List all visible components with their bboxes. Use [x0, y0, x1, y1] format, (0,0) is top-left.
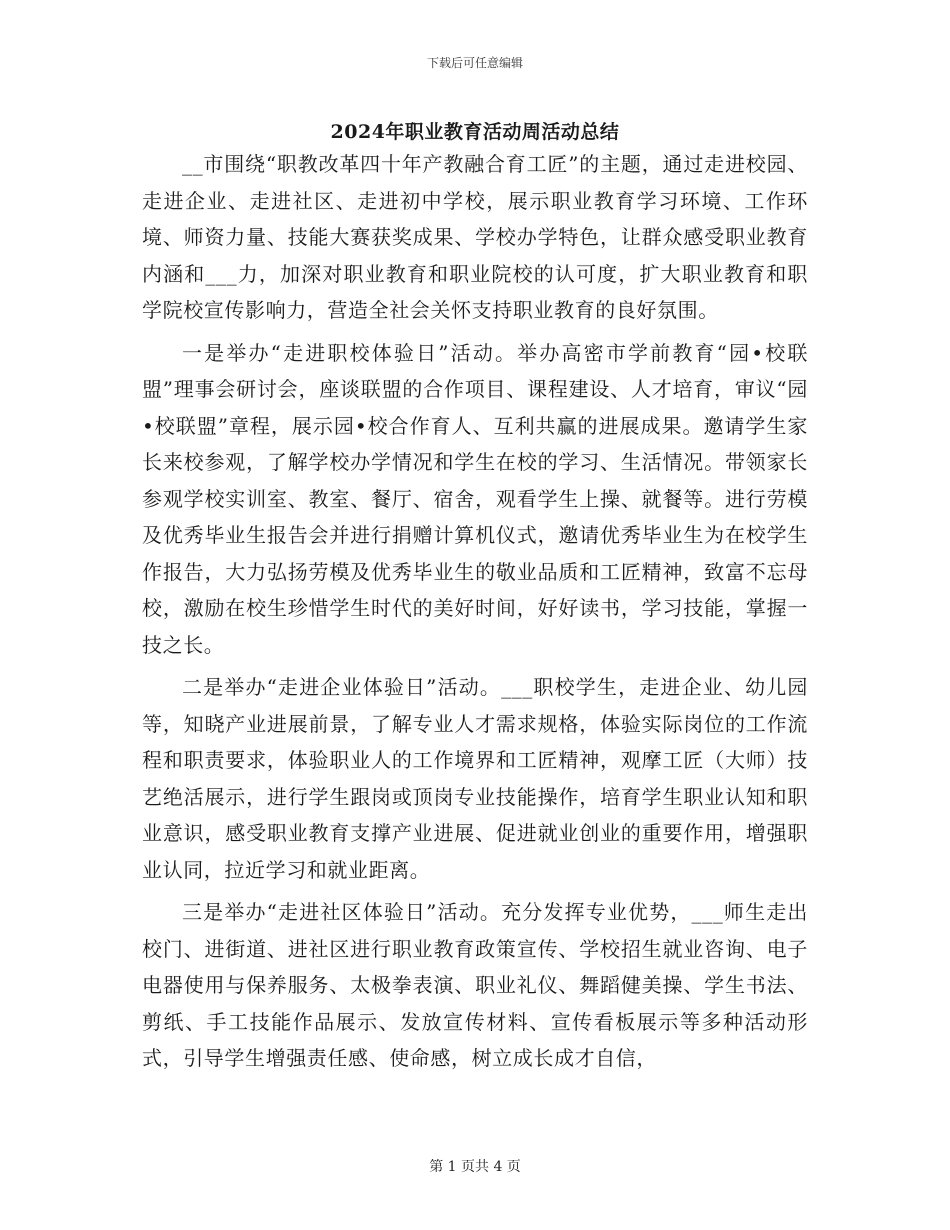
paragraph-intro: __市围绕“职教改革四十年产教融合育工匠”的主题，通过走进校园、走进企业、走进社区、走进初中学校，展示职业教育学习环境、工作环境、师资力量、技能大赛获奖成果、学校办学特色，让群众感受职业教育内涵和___力，加深对职业教育和职业院校的认可度，扩大职业教育和职学院校宣传影响力，营造全社会关怀支持职业教育的良好氛围。 — [142, 152, 808, 322]
paragraph-enterprise-day: 二是举办“走进企业体验日”活动。___职校学生，走进企业、幼儿园等，知晓产业进展前景，了解专业人才需求规格，体验实际岗位的工作流程和职责要求，体验职业人的工作境界和工匠精神，观摩工匠（大师）技艺绝活展示，进行学生跟岗或顶岗专业技能操作，培育学生职业认知和职业意识，感受职业教育支撑产业进展、促进就业创业的重要作用，增强职业认同，拉近学习和就业距离。 — [142, 675, 808, 882]
document-body — [142, 146, 808, 1083]
header-note: 下载后可任意编辑 — [426, 56, 523, 70]
paragraph-school-day: 一是举办“走进职校体验日”活动。举办高密市学前教育“园•校联盟”理事会研讨会，座谈联盟的合作项目、课程建设、人才培育，审议“园•校联盟”章程，展示园•校合作育人、互利共赢的进展成果。邀请学生家长来校参观，了解学校办学情况和学生在校的学习、生活情况。带领家长参观学校实训室、教室、餐厅、宿舍，观看学生上操、就餐等。进行劳模及优秀毕业生报告会并进行捐赠计算机仪式，邀请优秀毕业生为在校学生作报告，大力弘扬劳模及优秀毕业生的敬业品质和工匠精神，致富不忘母校，激励在校生珍惜学生时代的美好时间，好好读书，学习技能，掌握一技之长。 — [142, 340, 808, 657]
document-title: 2024年职业教育活动周活动总结 — [330, 121, 620, 143]
paragraph-community-day: 三是举办“走进社区体验日”活动。充分发挥专业优势，___师生走出校门、进街道、进社区进行职业教育政策宣传、学校招生就业咨询、电子电器使用与保养服务、太极拳表演、职业礼仪、舞蹈健美操、学生书法、剪纸、手工技能作品展示、发放宣传材料、宣传看板展示等多种活动形式，引导学生增强责任感、使命感，树立成长成才自信， — [142, 900, 808, 1070]
page-number: 第 1 页共 4 页 — [429, 1159, 521, 1175]
